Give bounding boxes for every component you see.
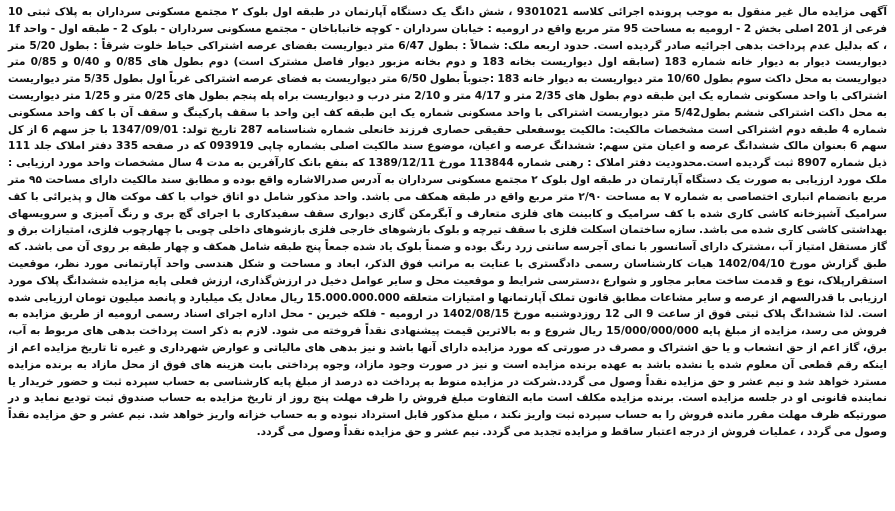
notice-body-text: آگهی مزایده مال غیر منقول به موجب پرونده اجرائی کلاسه 9301021 ، شش دانگ یک دستگاه آپارتمان در طبقه اول بلوک ۲ مجتمع مسکونی سرداران به پلاک ثبتی 10 فرعی از 201 اصلی بخش 2 - ارومیه به مساحت 95 متر مربع واقع در ارومیه : خیابان سرداران - کوچه خانباباخان - مجتمع مسکونی سرداران - بلوک 2 - طبقه اول - واحد 1f ، که بدلیل عدم پرداخت بدهی اجرائیه صادر گردیده است. حدود اربعه ملک: شمالاً : بطول 6/47 متر دیواریست بفضای عرصه اشتراکی حیاط خلوت شرقاً : بطول 5/20 متر دیواریست دیوار به دیوار خانه شماره 183 (سابقه اول دیواریست بخانه 183 و دوم بخانه مزبور دیوار فاصل مشترک است) دوم بطول های 0/85 و 0/40 و 0/85 متر دیواریست به محل داکت سوم بطول 10/60 متر دیواریست به دیوار خانه 183 :جنوباً بطول 6/50 متر دیواریست به فضای عرصه اشتراکی غرباً اول بطول 5/35 متر دیواریست اشتراکی با واحد مسکونی شماره یک این طبقه دوم بطول های 2/35 متر و 4/17 متر و 2/10 متر درب و دیواریست براه پله پنجم بطول های 0/25 متر و 1/25 متر دیواریست به محل داکت اشتراکی ششم بطول5/42 متر دیواریست اشتراکی با واحد مسکونی شماره یک این طبقه کف این واحد با سقف پارکینگ و سقف آن با کف واحد مسکونی شماره 4 طبقه دوم اشتراکی است مشخصات مالکیت: مالکیت یوسفعلی حقیقی حصاری فرزند خانعلی شماره شناسنامه 287 تاریخ تولد: 1347/09/01 با جز سهم 6 از کل سهم 6 بعنوان مالک ششدانگ عرصه و اعیان متن سهم: ششدانگ عرصه و اعیان، موضوع سند مالکیت اصلی بشماره چاپی 093919 که در صفحه 335 دفتر املاک جلد 111 ذیل شماره 8907 ثبت گردیده است.محدودیت دفتر املاک : رهنی شماره 113844 مورخ 1389/12/11 که بنفع بانک کارآفرین به مدت 4 سال مشخصات واحد مورد ارزیابی : ملک مورد ارزیابی به صورت یک دستگاه آپارتمان در طبقه اول بلوک ۲ مجتمع مسکونی سرداران به آدرس صدرالاشاره واقع بوده و مطابق سند مالکیت دارای مساحت ۹۵ متر مربع بانضمام انباری اختصاصی به شماره ۷ به مساحت ۲/۹۰ متر مربع واقع در طبقه همکف می باشد. واحد مذکور شامل دو اتاق خواب با کف موکت هال و پذیرائی با کف سرامیک آشپزخانه کاشی کاری شده با کف سرامیک و کابینت های فلزی متعارف و آبگرمکن گازی دیواری سقف سفیدکاری با اجرای گچ بری و رنگ آمیزی و سرویسهای بهداشتی کاشی کاری شده می باشد. سازه ساختمان اسکلت فلزی با سقف تیرچه و بلوک بازشوهای خارجی فلزی بازشوهای داخلی چوبی با چهارچوب فلزی، امتیازات برق و گاز مستقل امتیاز آب ،مشترک دارای آسانسور با نمای آجرسه سانتی زرد رنگ بوده و ضمناً بلوک یاد شده جمعاً پنج طبقه شامل همکف و چهار طبقه بر روی آن می باشد. که طبق گزارش مورخ 1402/04/10 هیات کارشناسان رسمی دادگستری با عنایت به مراتب فوق الذکر، ابعاد و مساحت و شکل هندسی واحد آپارتمانی مورد نظر، موقعیت استقرارپلاک، نوع و قدمت ساخت معابر مجاور و شوارع ،دسترسی شرایط و موقعیت محل و سایر عوامل دخیل در ارزش‌گذاری، ارزش فعلی پایه مزایده ششدانگ پلاک مورد ارزیابی با قدرالسهم از عرصه و سایر مشاعات مطابق قانون تملک آپارتمانها و امتیازات متعلقه 15.000.000.000 ریال معادل یک میلیارد و پانصد میلیون تومان ارزیابی شده است. لذا ششدانگ پلاک ثبتی فوق از ساعت 9 الی 12 روزدوشنبه مورخ 1402/08/15 در ارومیه - فلکه خیرین - محل اداره اجرای اسناد رسمی ارومیه از طریق مزایده به فروش می رسد، مزایده از مبلغ پایه 15/000/000/000 ریال شروع و به بالاترین قیمت پیشنهادی نقداً فروخته می شود. لازم به ذکر است پرداخت بدهی های مربوط به آب، برق، گاز اعم از حق انشعاب و یا حق اشتراک و مصرف در صورتی که مورد مزایده دارای آنها باشد و نیز بدهی های مالیاتی و عوارض شهرداری و غیره تا تاریخ مزایده اعم از اینکه رقم قطعی آن معلوم شده یا نشده باشد به عهده برنده مزایده است و نیز در صورت وجود مازاد، وجوه پرداختی بابت هزینه های فوق از محل مازاد به برنده مزایده مسترد خواهد شد و نیم عشر و حق مزایده نقداً وصول می گردد.شرکت در مزایده منوط به پرداخت ده درصد از مبلغ پایه کارشناسی به حساب سپرده ثبت و حضور خریدار یا نماینده قانونی او در جلسه مزایده است. برنده مزایده مکلف است مابه التفاوت مبلغ فروش را ظرف مهلت پنج روز از تاریخ مزایده به حساب صندوق ثبت تودیع نماید و در صورتیکه ظرف مهلت مقرر مانده فروش را به حساب سپرده ثبت واریز نکند ، مبلغ مذکور قابل استرداد نبوده و به حساب خزانه واریز خواهد شد. نیم عشر و حق مزایده نقداً وصول می گردد ، عملیات فروش از درجه اعتبار ساقط و مزایده تجدید می گردد. نیم عشر و حق مزایده نقداً وصول می گردد. [8, 6, 888, 438]
